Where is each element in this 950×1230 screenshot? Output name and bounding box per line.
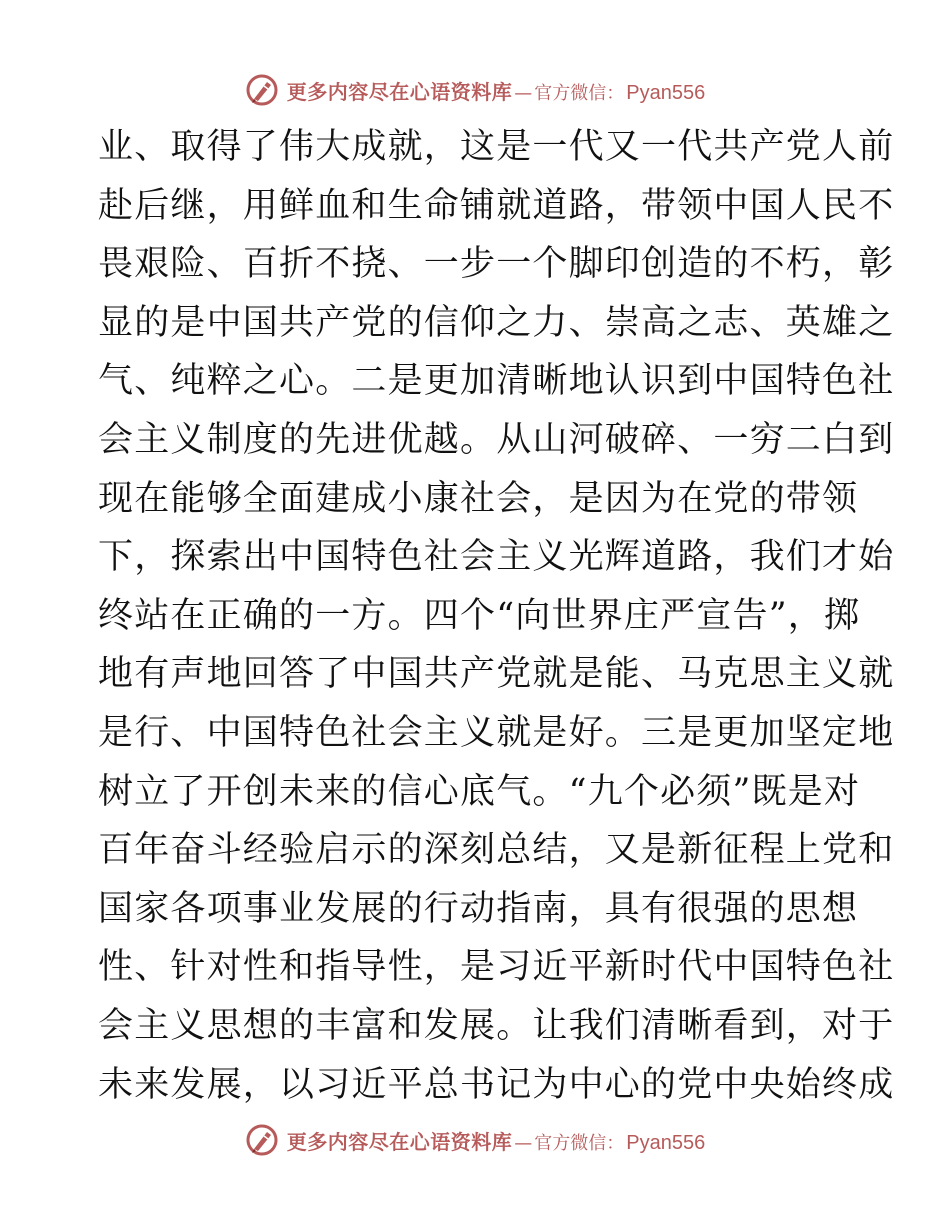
footer-banner-main-text: 更多内容尽在心语资料库 [286,1129,513,1154]
footer-banner-separator: — [514,1132,533,1154]
body-line: 赴后继，用鲜血和生命铺就道路，带领中国人民不 [98,185,895,226]
body-line: 现在能够全面建成小康社会，是因为在党的带领 [98,478,859,519]
body-line: 地有声地回答了中国共产党就是能、马克思主义就 [98,654,895,695]
header-banner-separator: — [514,82,533,104]
body-line: 畏艰险、百折不挠、一步一个脚印创造的不朽，彰 [98,244,895,285]
footer-wechat-label: 官方微信： [534,1132,625,1154]
body-line: 性、针对性和指导性，是习近平新时代中国特色社 [98,947,895,988]
body-line: 国家各项事业发展的行动指南，具有很强的思想 [98,888,859,929]
body-line: 未来发展，以习近平总书记为中心的党中央始终成 [98,1064,895,1105]
header-wechat-id: Pyan556 [626,81,706,104]
document-body [98,118,895,1114]
header-banner-main-text: 更多内容尽在心语资料库 [286,79,513,104]
body-line: 业、取得了伟大成就，这是一代又一代共产党人前 [98,127,895,167]
body-line: 树立了开创未来的信心底气。“九个必须”既是对 [98,771,861,812]
pen-logo-icon [245,1123,279,1157]
body-line: 显的是中国共产党的信仰之力、崇高之志、英雄之 [98,302,895,343]
footer-banner-text [287,1126,705,1155]
body-line: 气、纯粹之心。二是更加清晰地认识到中国特色社 [98,361,895,402]
body-line: 会主义思想的丰富和发展。让我们清晰看到，对于 [98,1005,895,1046]
header-banner-text [287,76,705,105]
body-line: 会主义制度的先进优越。从山河破碎、一穷二白到 [98,419,895,460]
body-line: 下，探索出中国特色社会主义光辉道路，我们才始 [98,537,895,578]
header-banner [0,70,950,110]
header-wechat-label: 官方微信： [534,82,625,104]
body-line: 是行、中国特色社会主义就是好。三是更加坚定地 [98,712,895,753]
pen-logo-icon [245,73,279,107]
body-line: 百年奋斗经验启示的深刻总结，又是新征程上党和 [98,830,895,871]
footer-banner [0,1120,950,1160]
footer-wechat-id: Pyan556 [626,1131,706,1154]
body-line: 终站在正确的一方。四个“向世界庄严宣告”，掷 [98,595,861,636]
